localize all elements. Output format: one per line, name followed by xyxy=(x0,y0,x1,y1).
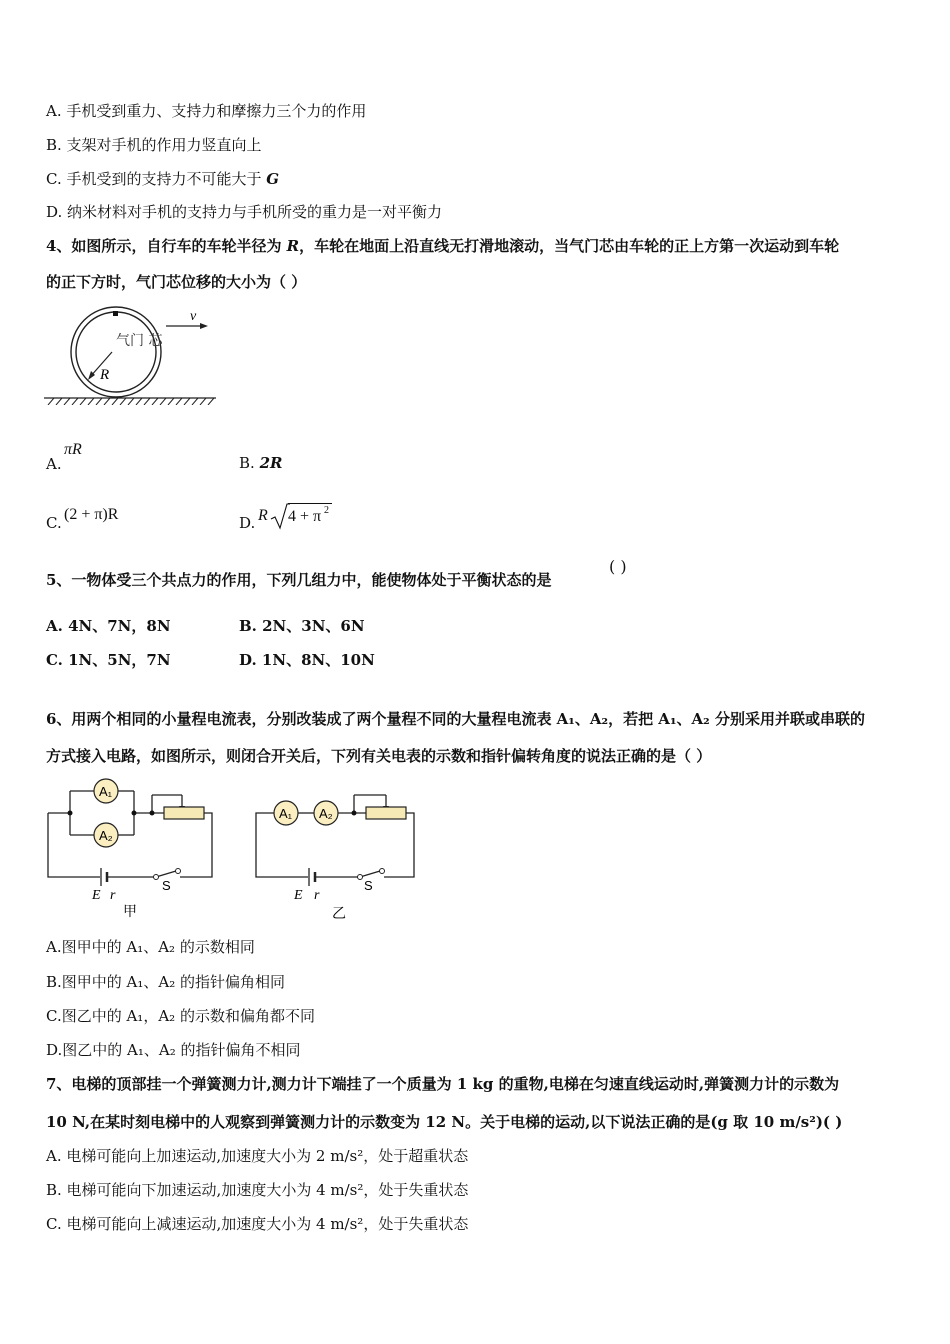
rheostat-jia xyxy=(164,807,204,819)
switch-label-yi: S xyxy=(364,878,373,893)
ammeter-a1-jia-label: A₁ xyxy=(99,784,113,799)
q4-option-b xyxy=(239,453,282,473)
radius-label: R xyxy=(100,367,110,383)
sqrt-vinculum xyxy=(288,503,332,504)
emf-label-jia: E xyxy=(92,888,101,903)
q3-option-b: B. 支架对手机的作用力竖直向上 xyxy=(46,136,262,154)
emf-label-yi: E xyxy=(294,888,303,903)
q5-option-d: D. 1N、8N、10N xyxy=(239,651,375,669)
q7-option-c: C. 电梯可能向上减速运动,加速度大小为 4 m/s²，处于失重状态 xyxy=(46,1215,469,1233)
q4-option-c-label: C. xyxy=(46,514,62,532)
q4-option-b-expr: 2R xyxy=(259,454,283,472)
sqrt-sign xyxy=(270,502,290,530)
q4-option-c-expr: (2 + π)R xyxy=(64,506,119,523)
q3-option-c xyxy=(46,169,279,189)
q3-option-c-text: C. 手机受到的支持力不可能大于 xyxy=(46,170,267,188)
ground-hatching xyxy=(48,398,214,405)
q4-option-d-r: R xyxy=(258,507,268,524)
q6-option-d: D.图乙中的 A₁、A₂ 的指针偏角不相同 xyxy=(46,1041,301,1059)
q3-option-a: A. 手机受到重力、支持力和摩擦力三个力的作用 xyxy=(46,102,367,120)
circuit-diagram-yi xyxy=(252,775,432,925)
q4-stem-a: 4、如图所示，自行车的车轮半径为 xyxy=(46,237,287,255)
q7-stem-line1: 7、电梯的顶部挂一个弹簧测力计,测力计下端挂了一个质量为 1 kg 的重物,电梯在匀速直线运动时,弹簧测力计的示数为 xyxy=(46,1075,840,1093)
q4-stem-line2: 的正下方时，气门芯位移的大小为（ ） xyxy=(46,273,307,291)
q5-stem: 5、一物体受三个共点力的作用，下列几组力中，能使物体处于平衡状态的是 xyxy=(46,571,552,589)
q4-option-d-exponent: 2 xyxy=(324,505,329,516)
ammeter-a2-yi-label: A₂ xyxy=(319,806,333,821)
wheel-figure xyxy=(44,305,224,405)
caption-yi: 乙 xyxy=(332,906,346,922)
q3-option-c-var: G xyxy=(266,170,280,188)
circuit-diagram-jia xyxy=(44,775,224,925)
q7-stem-line2: 10 N,在某时刻电梯中的人观察到弹簧测力计的示数变为 12 N。关于电梯的运动,以下说法正确的是(g 取 10 m/s²)( ) xyxy=(46,1113,843,1131)
valve-core-marker xyxy=(113,311,118,316)
internal-r-label-jia: r xyxy=(110,888,116,903)
velocity-arrowhead xyxy=(200,323,208,329)
q3-option-d: D. 纳米材料对手机的支持力与手机所受的重力是一对平衡力 xyxy=(46,203,443,221)
q4-stem-var: R xyxy=(286,237,300,255)
q4-option-a-expr: πR xyxy=(64,441,82,458)
q7-option-b: B. 电梯可能向下加速运动,加速度大小为 4 m/s²，处于失重状态 xyxy=(46,1181,469,1199)
switch-label-jia: S xyxy=(162,878,171,893)
q5-option-a: A. 4N、7N，8N xyxy=(46,617,171,635)
rheostat-yi xyxy=(366,807,406,819)
q6-option-a: A.图甲中的 A₁、A₂ 的示数相同 xyxy=(46,938,255,956)
q6-stem-line2: 方式接入电路，如图所示，则闭合开关后，下列有关电表的示数和指针偏转角度的说法正确的是（ ） xyxy=(46,747,712,765)
q6-option-c: C.图乙中的 A₁，A₂ 的示数和偏角都不同 xyxy=(46,1007,315,1025)
caption-jia: 甲 xyxy=(123,904,137,920)
q6-stem-line1: 6、用两个相同的小量程电流表，分别改装成了两个量程不同的大量程电流表 A₁、A₂，若把 A₁、A₂ 分别采用并联或串联的 xyxy=(46,710,865,728)
ammeter-a2-jia-label: A₂ xyxy=(99,828,113,843)
q6-option-b: B.图甲中的 A₁、A₂ 的指针偏角相同 xyxy=(46,973,286,991)
valve-core-label: 气门 芯 xyxy=(116,333,163,349)
q4-option-a-label: A. xyxy=(46,455,62,473)
q5-option-c: C. 1N、5N，7N xyxy=(46,651,171,669)
internal-r-label-yi: r xyxy=(314,888,320,903)
q4-stem-b: ，车轮在地面上沿直线无打滑地滚动，当气门芯由车轮的正上方第一次运动到车轮 xyxy=(299,237,840,255)
ammeter-a1-yi-label: A₁ xyxy=(279,806,293,821)
q5-option-b: B. 2N、3N、6N xyxy=(239,617,365,635)
q4-option-b-label: B. xyxy=(239,454,260,472)
wheel-outer-rim xyxy=(71,307,161,397)
q7-option-a: A. 电梯可能向上加速运动,加速度大小为 2 m/s²，处于超重状态 xyxy=(46,1147,469,1165)
velocity-label: v xyxy=(190,309,197,324)
q4-option-d-radicand: 4 + π xyxy=(288,508,322,525)
q4-stem-line1 xyxy=(46,236,839,256)
q5-answer-paren: ( ) xyxy=(609,557,627,576)
q4-option-d-label: D. xyxy=(239,514,256,532)
